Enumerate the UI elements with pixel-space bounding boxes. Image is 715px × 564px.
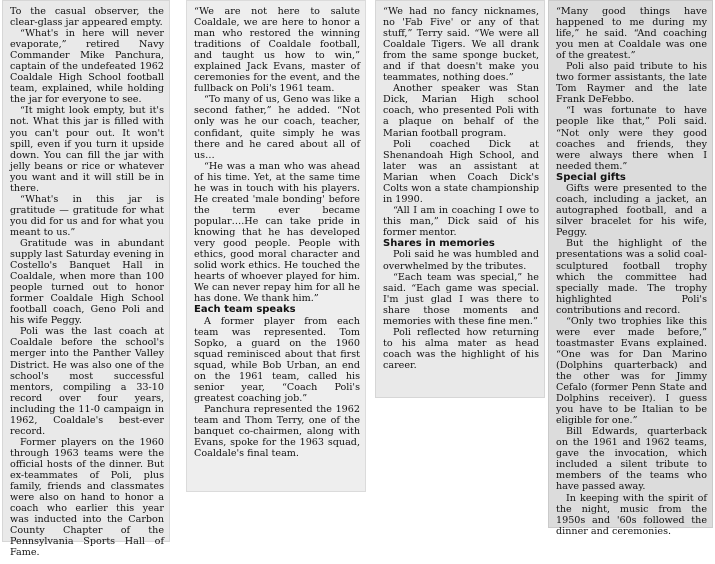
article-paragraph: Poli coached Dick at Shenandoah High School, and later was an assistant at Marian when Coach Dick's Colts won a state championship in 1990. — [383, 138, 539, 205]
article-paragraph: “Only two trophies like this were ever made before,” toastmaster Evans explained. “One was for Dan Marino (Dolphins quarterback) and the other was for Jimmy Cefalo (former Penn State and Dolphins receiver). I guess you have to be Italian to be eligible for one.” — [556, 315, 707, 427]
article-paragraph: Poli was the last coach at Coaldale before the school's merger into the Panther Valley District. He was also one of the school's most successful mentors, compiling a 33-10 record over four years, including the 11-0 campaign in 1962, Coaldale's best-ever record. — [10, 326, 164, 437]
article-column-4 — [548, 0, 713, 537]
article-paragraph: “It might look empty, but it's not. What this jar is filled with you can't pour out. It won't spill, even if you turn it upside down. You can fill the jar with jelly beans or rice or whatever you want and it will still be in there. — [10, 105, 164, 194]
article-paragraph: “What's in this jar is gratitude — gratitude for what you did for us and for what you meant to us.” — [10, 193, 164, 238]
article-paragraph: Poli reflected how returning to his alma mater as head coach was the highlight of his career. — [383, 326, 539, 371]
article-paragraph: “To many of us, Geno was like a second father,” he added. “Not only was he our coach, teacher, confidant, quite simply he was there and he cared about all of us… — [194, 94, 360, 161]
article-paragraph: To the casual observer, the clear-glass jar appeared empty. — [10, 6, 164, 29]
article-paragraph: Poli also paid tribute to his two former assistants, the late Tom Raymer and the late Frank DeFebbo. — [556, 61, 707, 106]
article-paragraph: Former players on the 1960 through 1963 teams were the official hosts of the dinner. But ex-teammates of Poli, plus family, friends and classmates were also on hand to honor a coach who earlier this year was inducted into the Carbon County Chapter of the Pennsylvania Sports Hall of Fame. — [10, 436, 164, 559]
section-subhead: Each team speaks — [194, 304, 296, 316]
article-paragraph: “I was fortunate to have people like that,” Poli said. “Not only were they good coaches and friends, they were always there when I needed them.” — [556, 105, 707, 172]
section-subhead: Special gifts — [556, 171, 626, 183]
article-paragraph: Poli said he was humbled and overwhelmed by the tributes. — [383, 249, 539, 272]
article-paragraph: “What's in here will never evaporate,” retired Navy Commander Mike Panchura, captain of the undefeated 1962 Coaldale High School football team, explained, while holding the jar for everyone to see. — [10, 28, 164, 106]
article-paragraph: “We are not here to salute Coaldale, we are here to honor a man who restored the winning traditions of Coaldale football, and taught us how to win,” explained Jack Evans, master of ceremonies for the event, and the fullback on Poli's 1961 team. — [194, 6, 360, 95]
article-paragraph: Another speaker was Stan Dick, Marian High school coach, who presented Poli with a plaque on behalf of the Marian football program. — [383, 83, 539, 139]
section-subhead: Shares in memories — [383, 237, 495, 249]
article-paragraph: In keeping with the spirit of the night, music from the 1950s and '60s followed the dinner and ceremonies. — [556, 492, 707, 537]
article-paragraph: A former player from each team was represented. Tom Sopko, a guard on the 1960 squad reminisced about that first squad, while Bob Urban, an end on the 1961 team, called his senior year, “Coach Poli's greatest coaching job.” — [194, 315, 360, 405]
article-column-3 — [375, 0, 545, 398]
article-paragraph: “We had no fancy nicknames, no 'Fab Five' or any of that stuff,” Terry said. “We were all Coaldale Tigers. We all drank from the same sponge bucket, and if that doesn't make you teammates, nothing does.” — [383, 6, 539, 84]
article-column-2 — [186, 0, 366, 492]
article-paragraph: “Each team was special,” he said. “Each game was special. I'm just glad I was there to share those moments and memories with these fine men.” — [383, 271, 539, 327]
article-paragraph: Panchura represented the 1962 team and Thom Terry, one of the banquet co-chairmen, along with Evans, spoke for the 1963 squad, Coaldale's final team. — [194, 404, 360, 460]
article-paragraph: “He was a man who was ahead of his time. Yet, at the same time he was in touch with his players. He created 'male bonding' before the term ever became popular….He can take pride in knowing that he has developed very good people. People with ethics, good moral character and solid work ethics. He touched the hearts of whoever played for him. We can never repay him for all he has done. We thank him.” — [194, 160, 360, 305]
article-paragraph: Bill Edwards, quarterback on the 1961 and 1962 teams, gave the invocation, which included a silent tribute to members of the teams who have passed away. — [556, 426, 707, 493]
article-paragraph: But the highlight of the presentations was a solid coal-sculptured football trophy which the committee had specially made. The trophy highlighted Poli's contributions and record. — [556, 238, 707, 316]
article-paragraph: Gratitude was in abundant supply last Saturday evening in Costello's Banquet Hall in Coaldale, when more than 100 people turned out to honor former Coaldale High School football coach, Geno Poli and his wife Peggy. — [10, 237, 164, 327]
article-paragraph: “Many good things have happened to me during my life,” he said. “And coaching you men at Coaldale was one of the greatest.” — [556, 6, 707, 62]
article-paragraph: “All I am in coaching I owe to this man,” Dick said of his former mentor. — [383, 204, 539, 238]
article-column-1 — [2, 0, 170, 559]
article-paragraph: Gifts were presented to the coach, including a jacket, an autographed football, and a silver bracelet for his wife, Peggy. — [556, 183, 707, 239]
